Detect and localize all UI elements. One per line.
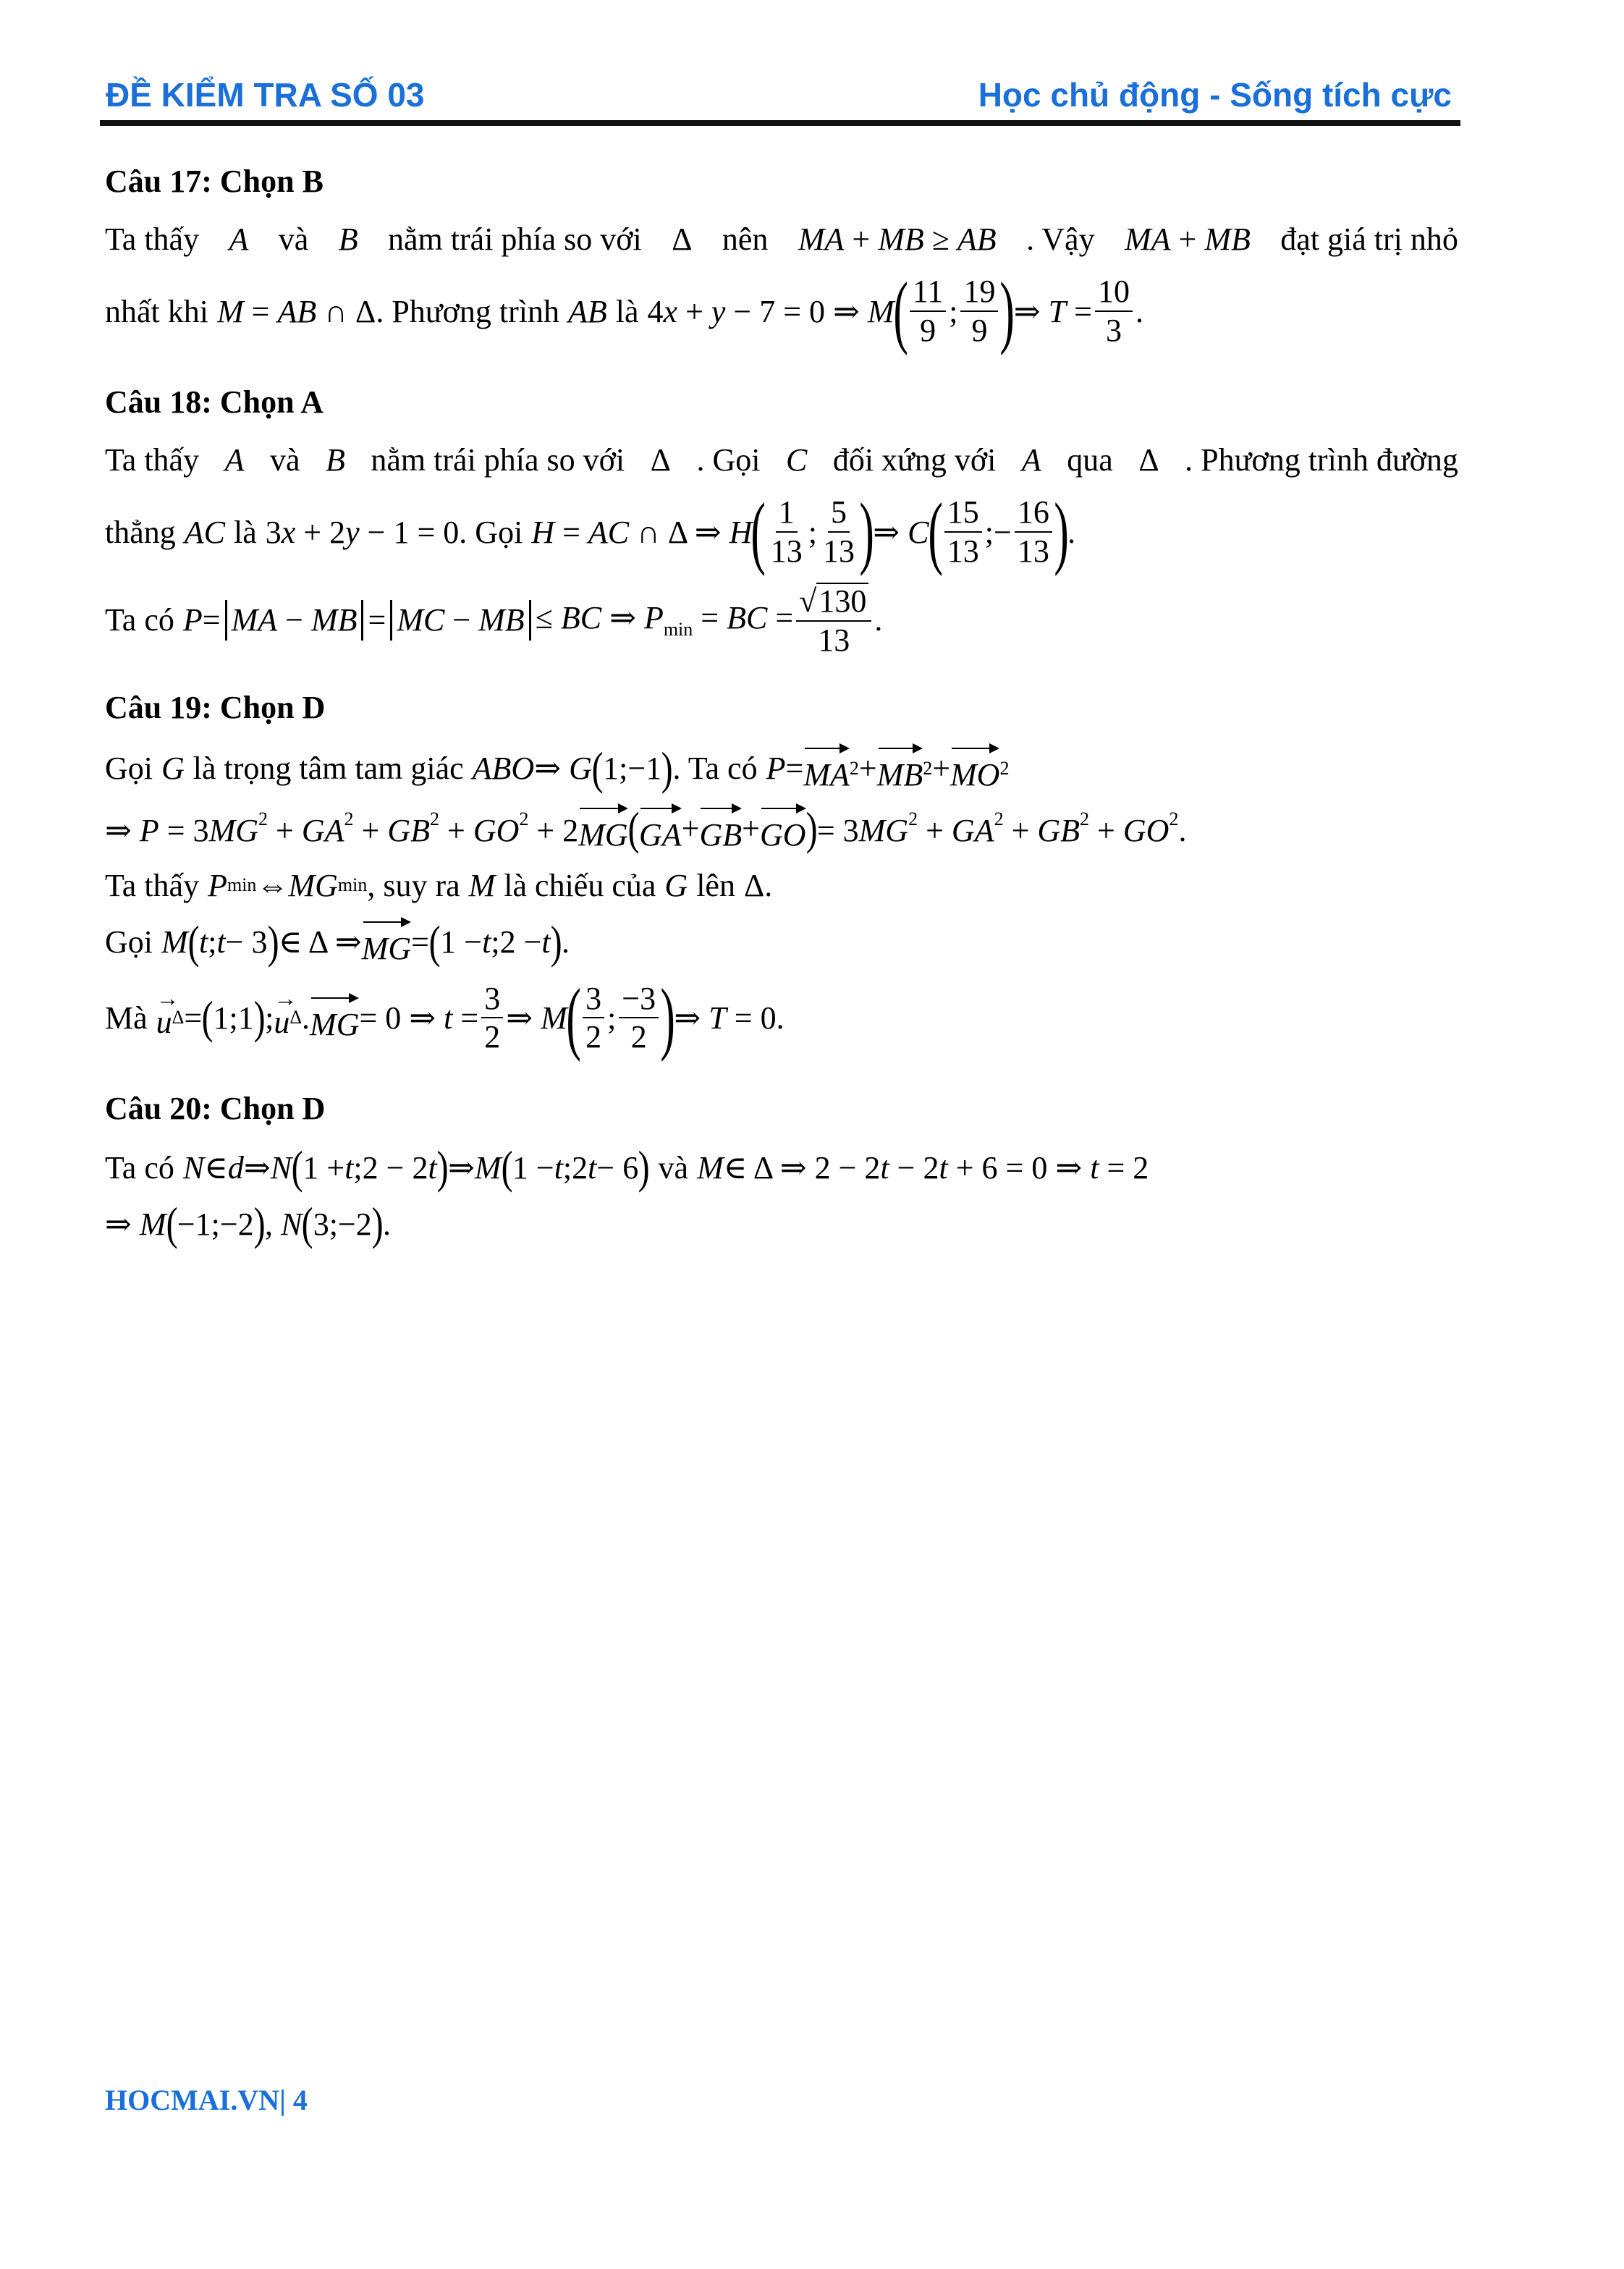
text-run: Ta thấy — [105, 867, 200, 903]
text-run: đối xứng với — [832, 441, 997, 478]
question-19-heading: Câu 19: Chọn D — [105, 690, 326, 726]
text-run: nhất khi — [105, 293, 208, 329]
q20-line-1: Ta có N ∈ d ⇒ N ( 1 + t ;2 − 2 t ) ⇒ M ( 1 − t ;2 t − 6 ) và M ∈ Δ ⇒ 2 − 2t − 2t + 6 = 0 ⇒ t = 2 — [105, 1141, 1149, 1193]
text-run: đạt giá trị nhỏ — [1280, 221, 1458, 257]
text-run: Ta thấy — [105, 441, 200, 478]
text-run: . Gọi — [696, 441, 761, 478]
footer-brand: HOCMAI.VN — [105, 2084, 280, 2116]
q19-line-3: Ta thấy P min ⇔ MG min , suy ra M là chiếu của G lên Δ. — [105, 867, 773, 903]
text-run: là chiếu của — [504, 867, 656, 903]
text-run: nên — [722, 221, 769, 257]
header-right-slogan: Học chủ động - Sống tích cực — [978, 76, 1452, 114]
text-run: . Phương trình — [376, 293, 559, 329]
footer-separator: | — [279, 2084, 286, 2116]
text-run: nằm trái phía so với — [388, 221, 642, 257]
q20-line-2: ⇒ M ( −1;−2 ) , N ( 3;−2 ) . — [105, 1198, 392, 1250]
question-17-heading: Câu 17: Chọn B — [105, 164, 323, 199]
text-run: . Phương trình đường — [1185, 441, 1458, 478]
q18-line-1: Ta thấy A và B nằm trái phía so với Δ . Gọi C đối xứng với A qua Δ . Phương trình đường — [105, 441, 1458, 478]
text-run: qua — [1067, 441, 1113, 478]
text-run: và — [278, 221, 309, 257]
text-run: thẳng — [105, 514, 176, 550]
text-run: là trọng tâm tam giác — [193, 751, 464, 787]
text-run: và — [269, 441, 300, 478]
q17-line-2: nhất khi M = AB ∩ Δ . Phương trình AB là 4x + y − 7 = 0 ⇒ M ( $\frac{11}{9}$ ; $\frac{19}{9}$ ) ⇒ T = $\frac{10}{3}$ . — [105, 266, 1143, 356]
text-run: . Gọi — [459, 514, 523, 550]
text-run: nằm trái phía so với — [371, 441, 625, 478]
text-run: là — [615, 293, 639, 329]
text-run: Ta thấy — [105, 221, 200, 257]
text-run: . Ta có — [672, 751, 758, 787]
q19-line-2: ⇒ $P = 3MG^2 + GA^2 + GB^2 + GO^2 + 2$ MG ( GA + GB + GO ) = $3MG^2 + GA^2 + GB^2 + GO^2$. — [105, 802, 1187, 854]
text-run: Ta có — [105, 602, 174, 638]
text-run: . Vậy — [1026, 221, 1095, 257]
q18-line-2: thẳng AC là 3x + 2y − 1 = 0 . Gọi H = AC ∩ Δ ⇒ H ( $\frac{1}{13}$ ; $\frac{5}{13}$ ) ⇒ C ( $\frac{15}{13}$ ;− $\frac{16}{13}$ ) . — [105, 487, 1076, 577]
text-run: lên — [696, 867, 735, 903]
header-left-title: ĐỀ KIỂM TRA SỐ 03 — [106, 76, 425, 114]
q18-line-3: Ta có P = MA − MB = MC − MB ≤ BC ⇒ $P_{min}$ = BC = $\frac{√130}{13}$ . — [105, 583, 883, 658]
q17-line-1: Ta thấy A và B nằm trái phía so với Δ nên MA + MB ≥ AB . Vậy MA + MB đạt giá trị nhỏ — [105, 221, 1458, 257]
q19-line-1: Gọi G là trọng tâm tam giác ABO ⇒ G ( 1;−1 ) . Ta có P = MA 2 + MB 2 + MO 2 — [105, 742, 1010, 794]
text-run: Gọi — [105, 751, 153, 787]
q19-line-4: Gọi M ( t ; t − 3 ) ∈ Δ ⇒ MG = ( 1 − t ;2 − t ) . — [105, 916, 570, 968]
text-run: và — [658, 1149, 689, 1186]
question-20-heading: Câu 20: Chọn D — [105, 1091, 326, 1127]
footer-page-number: 4 — [292, 2084, 308, 2116]
question-18-heading: Câu 18: Chọn A — [105, 384, 323, 420]
text-run: là — [234, 514, 257, 550]
page-footer — [105, 2083, 308, 2117]
document-body — [105, 163, 1458, 1257]
text-run: , suy ra — [367, 867, 460, 903]
text-run: Ta có — [105, 1149, 174, 1186]
q19-line-5: Mà → u Δ = ( 1;1 ) ; → u Δ . MG = 0 ⇒ t = $\frac{3}{2}$ ⇒ M ( $\frac{3}{2}$ ; $\frac{-3}{2}$ ) ⇒ T = 0. — [105, 977, 1458, 1058]
page-header — [100, 72, 1460, 126]
text-run: Gọi — [105, 924, 153, 960]
text-run: Mà — [105, 1000, 148, 1036]
